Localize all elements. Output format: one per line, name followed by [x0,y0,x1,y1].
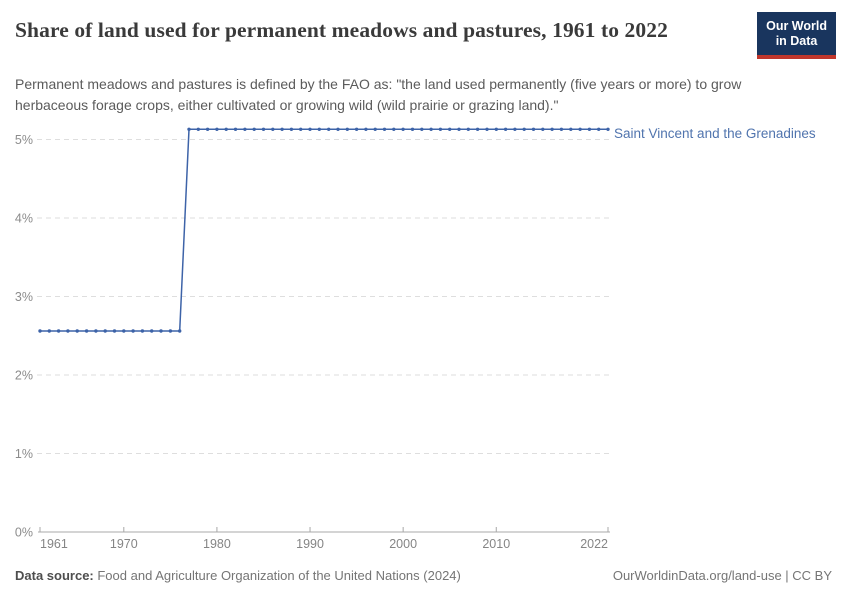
data-point-marker [187,128,190,131]
y-axis-tick-label: 3% [14,290,33,304]
x-axis-tick-label: 2000 [389,537,418,551]
chart-canvas [0,115,850,560]
data-point-marker [38,329,41,332]
data-point-marker [346,128,349,131]
data-point-marker [225,128,228,131]
data-point-marker [94,329,97,332]
data-point-marker [523,128,526,131]
y-axis-tick-label: 0% [14,525,33,540]
data-point-marker [159,329,162,332]
data-point-marker [467,128,470,131]
data-point-marker [150,329,153,332]
data-point-marker [606,128,609,131]
x-axis-tick-label: 2010 [482,537,511,551]
data-point-marker [234,128,237,131]
data-point-marker [392,128,395,131]
chart-title: Share of land used for permanent meadows and pastures, 1961 to 2022 [15,18,668,42]
series-line [40,129,608,331]
data-point-marker [271,128,274,131]
data-point-marker [513,128,516,131]
data-point-marker [364,128,367,131]
data-point-marker [253,128,256,131]
x-axis-tick-label: 1970 [109,537,138,551]
data-point-marker [299,128,302,131]
data-point-marker [169,329,172,332]
data-point-marker [122,329,125,332]
data-point-marker [327,128,330,131]
data-point-marker [569,128,572,131]
x-axis-tick-label: 1990 [296,537,324,551]
data-point-marker [383,128,386,131]
chart-subtitle: Permanent meadows and pastures is defined by the FAO as: "the land used permanently (five years or more) to grow herbaceous forage crops, either cultivated or growing wild (wild prairie or grazing land)." [15,76,742,113]
y-axis-tick-label: 1% [14,447,33,461]
data-point-marker [560,128,563,131]
data-point-marker [588,128,591,131]
data-point-marker [336,128,339,131]
data-source-label: Data source: [15,568,94,583]
data-point-marker [290,128,293,131]
data-point-marker [485,128,488,131]
data-point-marker [206,128,209,131]
data-point-marker [476,128,479,131]
data-point-marker [355,128,358,131]
footer-link[interactable]: OurWorldinData.org/land-use | CC BY [612,568,832,583]
data-point-marker [57,329,60,332]
data-point-marker [178,329,181,332]
data-point-marker [448,128,451,131]
data-point-marker [141,329,144,332]
y-axis-tick-label: 2% [14,368,33,383]
data-point-marker [374,128,377,131]
data-point-marker [215,128,218,131]
data-point-marker [48,329,51,332]
x-axis-tick-label: 1980 [203,537,231,551]
data-point-marker [131,329,134,332]
y-axis-tick-label: 4% [14,211,33,226]
data-point-marker [550,128,553,131]
data-point-marker [243,128,246,131]
y-axis-tick-label: 5% [14,133,33,147]
data-source [15,568,461,583]
x-axis-tick-label: 1961 [40,537,68,551]
data-point-marker [457,128,460,131]
data-point-marker [280,128,283,131]
data-point-marker [597,128,600,131]
data-point-marker [532,128,535,131]
owid-logo-line2: in Data [775,34,818,48]
data-point-marker [318,128,321,131]
data-point-marker [420,128,423,131]
data-point-marker [308,128,311,131]
data-point-marker [76,329,79,332]
data-point-marker [262,128,265,131]
data-point-marker [113,329,116,332]
data-point-marker [197,128,200,131]
data-point-marker [541,128,544,131]
data-point-marker [439,128,442,131]
data-point-marker [495,128,498,131]
data-point-marker [504,128,507,131]
x-axis-tick-label: 2022 [580,537,608,551]
data-point-marker [429,128,432,131]
data-source-text: Food and Agriculture Organization of the United Nations (2024) [93,568,461,583]
data-point-marker [578,128,581,131]
data-point-marker [66,329,69,332]
data-point-marker [401,128,404,131]
data-point-marker [85,329,88,332]
data-point-marker [411,128,414,131]
owid-logo-line1: Our World [766,19,827,33]
series-label[interactable]: Saint Vincent and the Grenadines [614,125,816,141]
owid-logo[interactable] [757,12,836,59]
chart-footer [15,568,832,583]
data-point-marker [104,329,107,332]
